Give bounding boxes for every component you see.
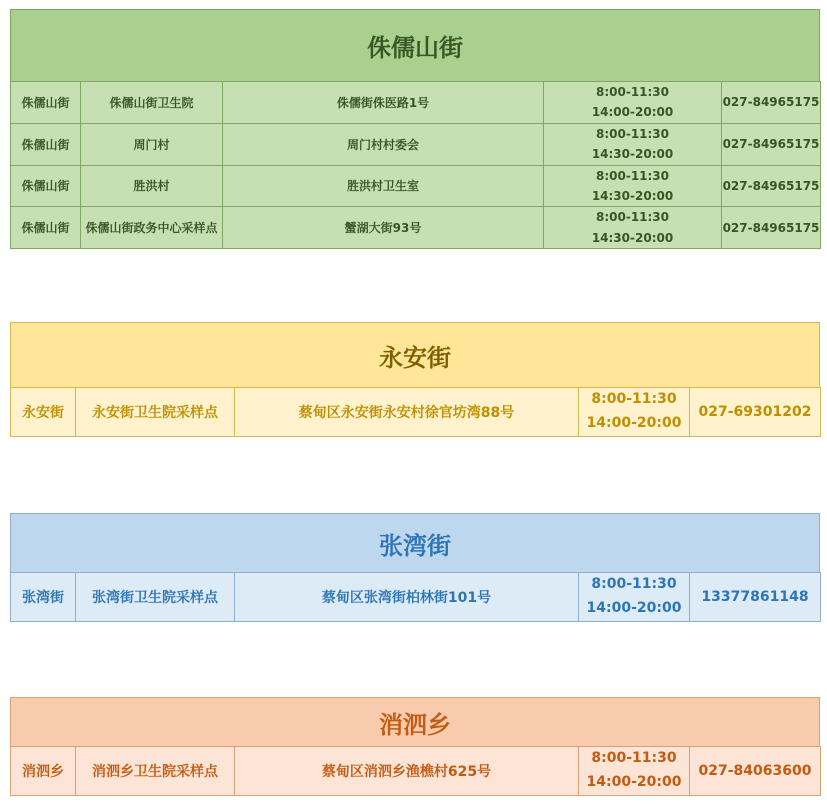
hours-cell [579,747,690,796]
site-cell: 胜洪村 [81,165,223,207]
table-row [11,82,821,124]
hours-afternoon: 14:30-20:00 [591,230,674,245]
section-yongan [10,322,820,437]
table-row [11,573,821,622]
hours-afternoon: 14:30-20:00 [591,147,674,162]
table-row [11,388,821,437]
hours-morning: 8:00-11:30 [591,750,677,767]
phone-cell: 027-84965175 [722,123,821,165]
street-cell: 侏儒山街 [11,123,81,165]
table-row [11,165,821,207]
hours-afternoon: 14:30-20:00 [591,188,674,203]
site-table [10,746,821,796]
hours-morning: 8:00-11:30 [595,85,670,99]
table-row [11,123,821,165]
section-zhurushan [10,9,820,249]
phone-cell: 13377861148 [690,573,821,622]
address-cell: 蟹湖大街93号 [223,207,544,249]
address-cell: 蔡甸区消泗乡渔樵村625号 [235,747,579,796]
site-cell: 侏儒山街政务中心采样点 [81,207,223,249]
hours-cell [544,165,722,207]
hours-cell [579,573,690,622]
hours-morning: 8:00-11:30 [595,126,670,141]
site-cell: 侏儒山街卫生院 [81,82,223,124]
section-title: 张湾街 [10,513,820,573]
section-xiaosi [10,697,820,796]
section-title: 永安街 [10,322,820,388]
site-table [10,387,821,437]
address-cell: 周门村村委会 [223,123,544,165]
hours-morning: 8:00-11:30 [595,168,670,183]
hours-morning: 8:00-11:30 [591,391,677,408]
hours-afternoon: 14:00-20:00 [586,600,682,616]
hours-cell [544,123,722,165]
street-cell: 消泗乡 [11,747,76,796]
site-cell: 张湾街卫生院采样点 [76,573,235,622]
site-cell: 永安街卫生院采样点 [76,388,235,437]
site-table [10,572,821,622]
hours-afternoon: 14:00-20:00 [591,105,674,120]
street-cell: 侏儒山街 [11,165,81,207]
hours-cell [579,388,690,437]
address-cell: 侏儒街侏医路1号 [223,82,544,124]
site-cell: 消泗乡卫生院采样点 [76,747,235,796]
table-row [11,747,821,796]
table-row [11,207,821,249]
hours-cell [544,207,722,249]
phone-cell: 027-69301202 [690,388,821,437]
address-cell: 蔡甸区张湾街柏林街101号 [235,573,579,622]
hours-morning: 8:00-11:30 [591,576,677,593]
site-cell: 周门村 [81,123,223,165]
hours-afternoon: 14:00-20:00 [586,415,682,431]
site-table [10,81,821,249]
address-cell: 蔡甸区永安街永安村徐官坊湾88号 [235,388,579,437]
street-cell: 侏儒山街 [11,207,81,249]
section-zhangwan [10,513,820,622]
hours-morning: 8:00-11:30 [595,210,670,225]
street-cell: 永安街 [11,388,76,437]
hours-cell [544,82,722,124]
phone-cell: 027-84063600 [690,747,821,796]
hours-afternoon: 14:00-20:00 [586,774,682,790]
street-cell: 侏儒山街 [11,82,81,124]
phone-cell: 027-84965175 [722,207,821,249]
section-title: 侏儒山街 [10,9,820,82]
phone-cell: 027-84965175 [722,82,821,124]
phone-cell: 027-84965175 [722,165,821,207]
street-cell: 张湾街 [11,573,76,622]
section-title: 消泗乡 [10,697,820,747]
address-cell: 胜洪村卫生室 [223,165,544,207]
